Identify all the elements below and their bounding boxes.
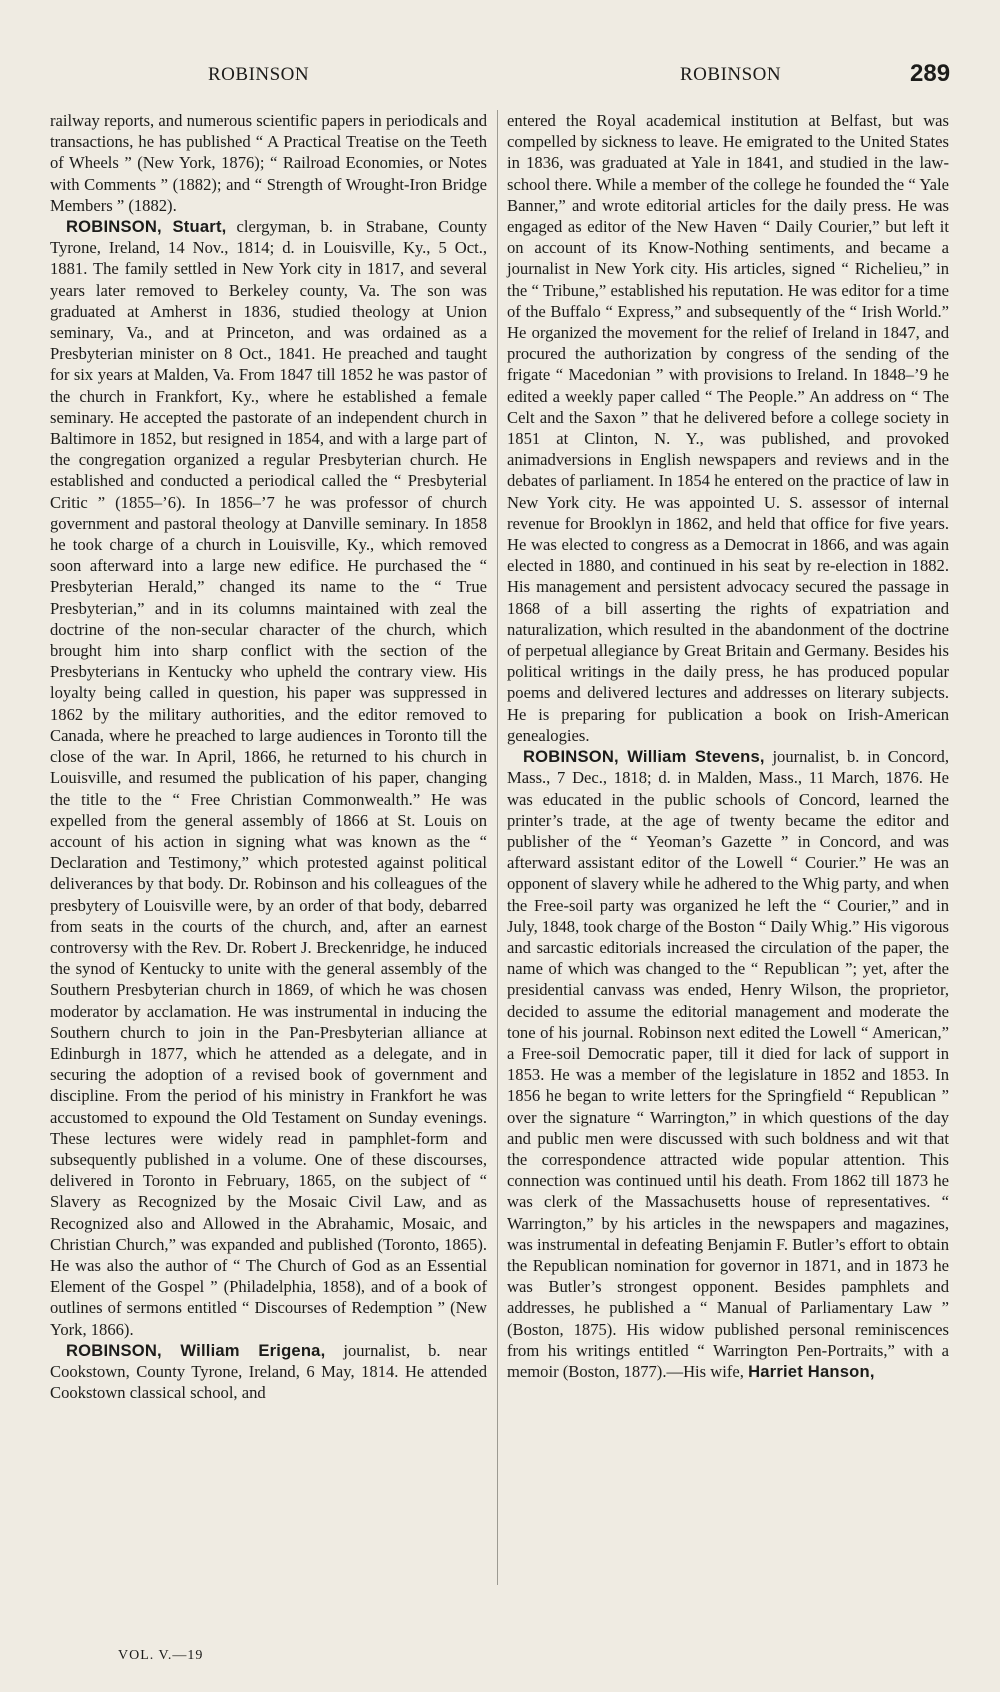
headword-william-erigena-robinson: ROBINSON, William Erigena,	[66, 1340, 326, 1360]
right-column	[507, 110, 949, 1382]
right-running-head: ROBINSON	[680, 64, 782, 85]
left-running-head: ROBINSON	[208, 64, 310, 85]
headword-stuart-robinson: ROBINSON, Stuart,	[66, 217, 227, 237]
entry-stuart-robinson	[50, 216, 487, 1340]
signature-mark: VOL. V.—19	[118, 1648, 204, 1663]
entry-body-william-stevens-robinson: journalist, b. in Concord, Mass., 7 Dec., 1818; d. in Malden, Mass., 11 March, 1876. He was educated in the public schools of Concord, learned the printer’s trade, at the age of twenty became the editor and publisher of the “ Yeoman’s Gazette ” in Concord, and was afterward assistant editor of the Lowell “ Courier.” He was an opponent of slavery while he adhered to the Whig party, and when the Free-soil party was organized he left the “ Courier,” and in July, 1848, took charge of the Boston “ Daily Whig.” His vigorous and sarcastic editorials increased the circulation of the paper, the name of which was changed to the “ Republican ”; yet, after the presidential canvass was ended, Henry Wilson, the proprietor, decided to assume the editorial management and moderate the tone of his journal. Robinson next edited the Lowell “ American,” a Free-soil Democratic paper, till it died for lack of support in 1853. He was a member of the legislature in 1852 and 1853. In 1856 he began to write letters for the Springfield “ Republican ” over the signature “ Warrington,” in which questions of the day and public men were discussed with such boldness and wit that the correspondence attracted wide popular attention. This connection was continued until his death. From 1862 till 1873 he was clerk of the Massachusetts house of representatives. “ Warrington,” by his articles in the newspapers and magazines, was instrumental in defeating Benjamin F. Butler’s effort to obtain the Republican nomination for governor in 1871, and in 1873 he was Butler’s strongest opponent. Besides pamphlets and addresses, he published a “ Manual of Parliamentary Law ” (Boston, 1875). His widow published personal reminiscences from his writings entitled “ Warrington Pen-Portraits,” with a memoir (Boston, 1877).—His wife,	[507, 747, 949, 1381]
column-divider	[497, 110, 498, 1585]
entry-continuation-erigena: entered the Royal academical institution at Belfast, but was compelled by sickness to leave. He emigrated to the United States in 1836, was graduated at Yale in 1841, and studied in the law-school there. While a member of the college he founded the “ Yale Banner,” and wrote editorial articles for the daily press. He was engaged as editor of the New Haven “ Daily Courier,” but left it on account of its Know-Nothing sentiments, and became a journalist in New York city. His articles, signed “ Richelieu,” in the “ Tribune,” established his reputation. He was editor for a time of the Buffalo “ Express,” and subsequently of the “ Irish World.” He organized the movement for the relief of Ireland in 1847, and procured the authorization by congress of the sending of the frigate “ Macedonian ” with provisions to Ireland. In 1848–’9 he edited a weekly paper called “ The People.” An address on “ The Celt and the Saxon ” that he delivered before a college society in 1851 at Clinton, N. Y., was published, and provoked animadversions in English newspapers and reviews and in the debates of parliament. In 1854 he entered on the practice of law in New York city. He was appointed U. S. assessor of internal revenue for Brooklyn in 1862, and held that office for five years. He was elected to congress as a Democrat in 1866, and was again elected in 1880, and continued in his seat by re-election in 1882. His management and persistent advocacy secured the passage in 1868 of a bill asserting the rights of expatriation and naturalization, which resulted in the abandonment of the doctrine of perpetual allegiance by Great Britain and Germany. Besides his political writings in the daily press, he has produced popular poems and delivered lectures and addresses on literary subjects. He is preparing for publication a book on Irish-American genealogies.	[507, 111, 949, 745]
headword-william-stevens-robinson: ROBINSON, William Stevens,	[523, 747, 765, 767]
entry-william-erigena-robinson	[50, 1340, 487, 1404]
entry-body-stuart-robinson: clergyman, b. in Strabane, County Tyrone, Ireland, 14 Nov., 1814; d. in Louisville, Ky., 5 Oct., 1881. The family settled in New York city in 1817, and several years later removed to Berkeley county, Va. The son was graduated at Amherst in 1836, studied theology at Union seminary, Va., and at Princeton, and was ordained as a Presbyterian minister on 8 Oct., 1841. He preached and taught for six years at Malden, Va. From 1847 till 1852 he was pastor of the church in Frankfort, Ky., where he established a female seminary. He accepted the pastorate of an independent church in Baltimore in 1852, but resigned in 1854, and with a large part of the congregation organized a regular Presbyterian church. He established and conducted a periodical called the “ Presbyterial Critic ” (1855–’6). In 1856–’7 he was professor of church government and pastoral theology at Danville seminary. In 1858 he took charge of a church in Louisville, Ky., which removed soon afterward into a large new edifice. He purchased the “ Presbyterian Herald,” changed its name to the “ True Presbyterian,” and in its columns maintained with zeal the doctrine of the non-secular character of the church, which brought him into sharp conflict with the section of the Presbyterians in Kentucky who upheld the contrary view. His loyalty being called in question, his paper was suppressed in 1862 by the military authorities, and the editor removed to Canada, where he preached to large audiences in Toronto till the close of the war. In April, 1866, he returned to his church in Louisville, and resumed the publication of his paper, changing the title to the “ Free Christian Commonwealth.” He was expelled from the general assembly of 1866 at St. Louis on account of his action in signing what was known as the “ Declaration and Testimony,” which protested against political deliverances by that body. Dr. Robinson and his colleagues of the presbytery of Louisville were, by an order of that body, debarred from seats in the courts of the church, and, after an earnest controversy with the Rev. Dr. Robert J. Breckenridge, he induced the synod of Kentucky to unite with the general assembly of the Southern Presbyterian church in 1869, of which he was chosen moderator by acclamation. He was instrumental in inducing the Southern church to join in the Pan-Presbyterian alliance at Edinburgh in 1877, which he attended as a delegate, and in securing the adoption of a revised book of government and discipline. From the period of his ministry in Frankfort he was accustomed to expound the Old Testament on Sunday evenings. These lectures were widely read in pamphlet-form and subsequently published in a volume. One of these discourses, delivered in Toronto in February, 1865, on the subject of “ Slavery as Recognized by the Mosaic Civil Law, and as Recognized also and Allowed in the Abrahamic, Mosaic, and Christian Church,” was expanded and published (Toronto, 1865). He was also the author of “ The Church of God as an Essential Element of the Gospel ” (Philadelphia, 1858), and of a book of outlines of sermons entitled “ Discourses of Redemption ” (New York, 1866).	[50, 217, 487, 1339]
entry-william-stevens-robinson	[507, 746, 949, 1382]
entry-continuation: railway reports, and numerous scientific papers in periodicals and transactions, he has published “ A Practical Treatise on the Teeth of Wheels ” (New York, 1876); “ Railroad Economies, or Notes with Comments ” (1882); and “ Strength of Wrought-Iron Bridge Members ” (1882).	[50, 111, 487, 215]
page-number: 289	[910, 60, 951, 87]
headword-harriet-hanson: Harriet Hanson,	[748, 1361, 875, 1381]
running-header	[0, 60, 1000, 100]
left-column	[50, 110, 487, 1403]
entry-body-william-erigena-robinson: journalist, b. near Cookstown, County Tyrone, Ireland, 6 May, 1814. He attended Cookstown classical school, and	[50, 1340, 488, 1403]
